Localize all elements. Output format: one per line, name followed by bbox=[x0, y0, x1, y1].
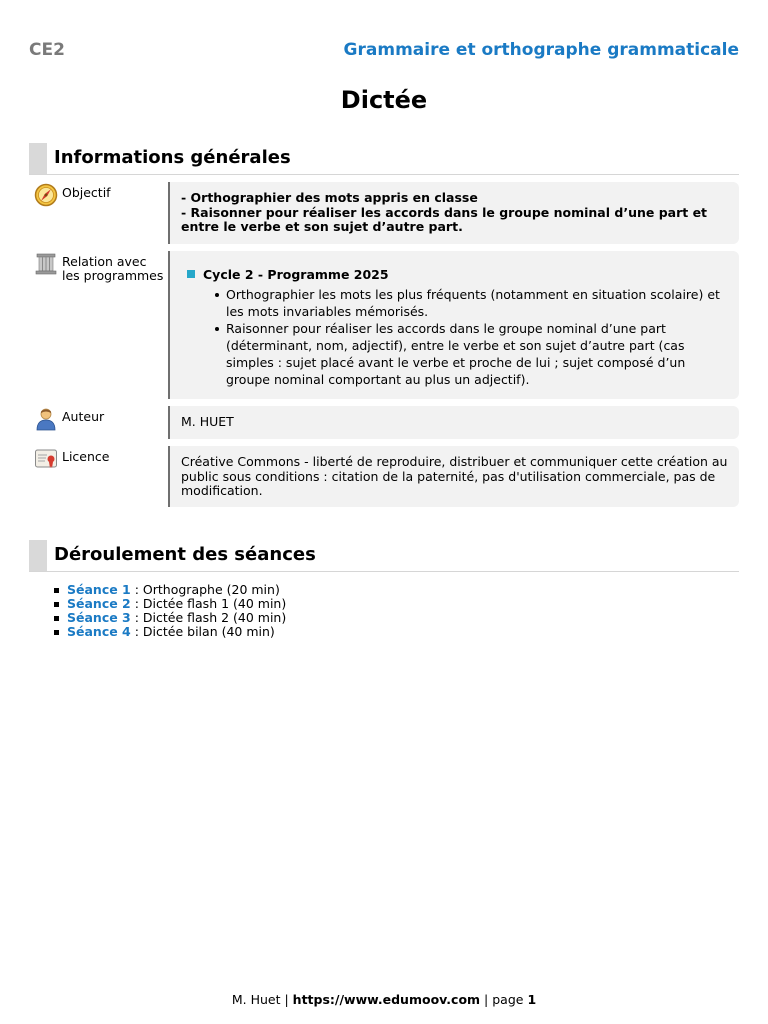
session-item bbox=[54, 597, 286, 611]
licence-text: Créative Commons - liberté de reproduire, distribuer et communiquer cette création au public sous conditions : citation de la paternité, pas d'utilisation commerciale, pas de modification. bbox=[181, 454, 728, 498]
author-row bbox=[34, 406, 739, 439]
column-icon bbox=[34, 252, 58, 276]
square-bullet-icon bbox=[187, 270, 195, 278]
author-box bbox=[168, 406, 739, 439]
section-marker bbox=[29, 540, 47, 571]
footer-separator: | bbox=[480, 992, 493, 1007]
session-4-link[interactable]: Séance 4 bbox=[67, 624, 131, 639]
objective-line: - Orthographier des mots appris en classe bbox=[181, 190, 478, 205]
programs-label-text: Relation avec les programmes bbox=[62, 254, 164, 283]
page-title: Dictée bbox=[340, 86, 428, 114]
page-footer bbox=[0, 992, 768, 1007]
session-description: : Dictée flash 1 (40 min) bbox=[130, 596, 287, 611]
subject-title: Grammaire et orthographe grammaticale bbox=[343, 40, 739, 60]
objective-box bbox=[168, 182, 739, 244]
objective-row bbox=[34, 182, 739, 244]
program-item: Raisonner pour réaliser les accords dans le groupe nominal d’une part (déterminant, nom, adjectif), entre le verbe et son sujet d’autre part (cas simples : sujet placé avant le verbe et proche de lui ; sujet composé d’un groupe nominal comportant au plus un adjectif). bbox=[226, 320, 729, 388]
author-label-text: Auteur bbox=[62, 409, 105, 424]
session-description: : Dictée bilan (40 min) bbox=[130, 624, 275, 639]
author-name: M. HUET bbox=[181, 414, 234, 429]
footer-page-number: 1 bbox=[527, 992, 537, 1007]
footer-author: M. Huet bbox=[231, 992, 281, 1007]
session-description: : Dictée flash 2 (40 min) bbox=[130, 610, 287, 625]
objective-line: - Raisonner pour réaliser les accords dans le groupe nominal d’une part et entre le verbe et son sujet d’autre part. bbox=[181, 204, 708, 234]
program-list bbox=[181, 286, 729, 388]
session-item bbox=[54, 611, 286, 625]
session-item bbox=[54, 625, 286, 639]
session-3-link[interactable]: Séance 3 bbox=[67, 610, 131, 625]
user-icon bbox=[34, 407, 58, 431]
certificate-icon bbox=[34, 447, 58, 471]
objective-label-text: Objectif bbox=[62, 185, 111, 200]
session-1-link[interactable]: Séance 1 bbox=[67, 582, 131, 597]
sessions-list bbox=[54, 583, 286, 639]
section-marker bbox=[29, 143, 47, 174]
compass-icon bbox=[34, 183, 58, 207]
sessions-section-title: Déroulement des séances bbox=[54, 544, 316, 565]
cycle-heading bbox=[181, 267, 729, 283]
licence-label-text: Licence bbox=[62, 449, 110, 464]
programs-box bbox=[168, 251, 739, 399]
licence-row bbox=[34, 446, 739, 507]
program-item: Orthographier les mots les plus fréquents (notamment en situation scolaire) et les mots invariables mémorisés. bbox=[226, 286, 729, 320]
footer-separator: | bbox=[280, 992, 293, 1007]
session-description: : Orthographe (20 min) bbox=[130, 582, 280, 597]
session-2-link[interactable]: Séance 2 bbox=[67, 596, 131, 611]
cycle-title: Cycle 2 - Programme 2025 bbox=[203, 267, 389, 282]
programs-row bbox=[34, 251, 739, 399]
sessions-section-heading bbox=[29, 540, 739, 572]
info-section-title: Informations générales bbox=[54, 147, 291, 168]
class-level: CE2 bbox=[29, 40, 65, 60]
info-section-heading bbox=[29, 143, 739, 175]
footer-page-label: page bbox=[492, 992, 524, 1007]
session-item bbox=[54, 583, 286, 597]
footer-url[interactable]: https://www.edumoov.com bbox=[292, 992, 481, 1007]
licence-box bbox=[168, 446, 739, 507]
